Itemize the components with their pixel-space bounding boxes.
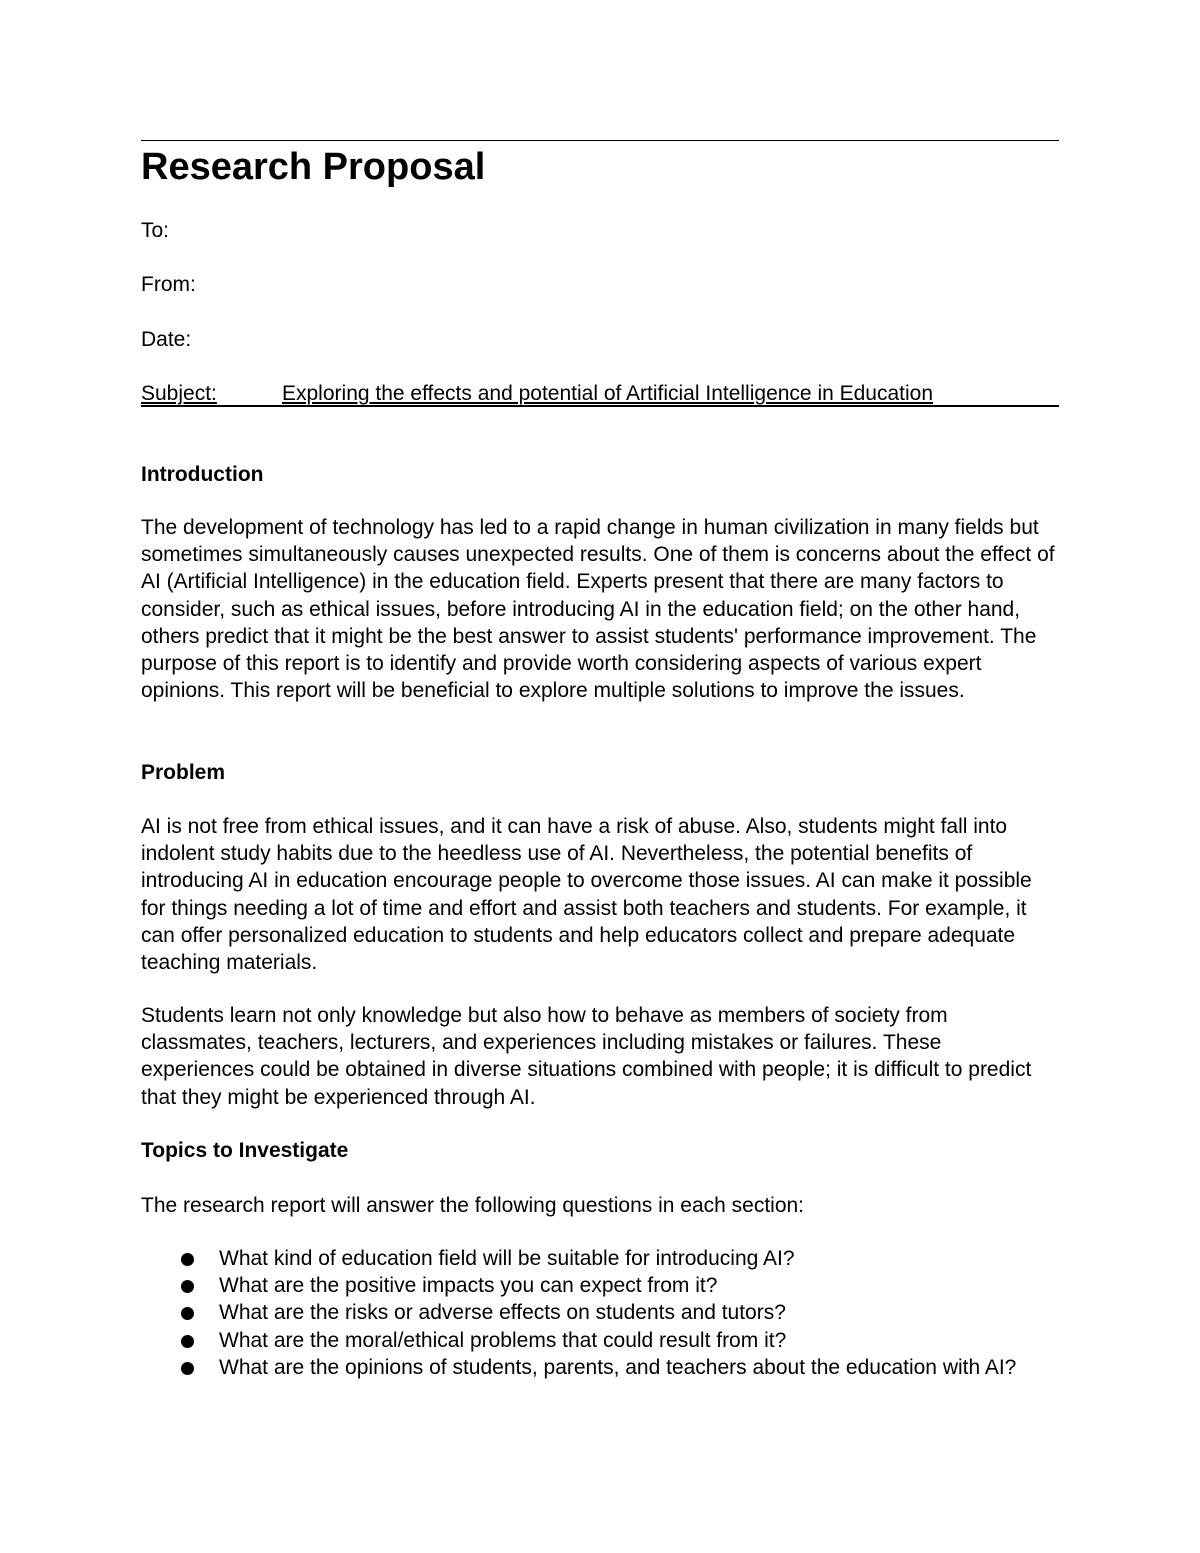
topics-intro: The research report will answer the following questions in each section: xyxy=(141,1194,805,1217)
memo-from-label: From: xyxy=(141,273,196,296)
memo-to xyxy=(141,217,169,244)
top-rule xyxy=(141,140,1059,141)
list-item xyxy=(141,1245,1039,1272)
memo-from xyxy=(141,271,196,298)
memo-subject-label: Subject: xyxy=(141,382,217,405)
introduction-paragraph: The development of technology has led to a rapid change in human civilization in many fields but sometimes simultaneously causes unexpected results. One of them is concerns about the effect of AI (Artificial Intelligence) in the education field. Experts present that there are many factors to consider, such as ethical issues, before introducing AI in the education field; on the other hand, others predict that it might be the best answer to assist students' performance improvement. The purpose of this report is to identify and provide worth considering aspects of various expert opinions. This report will be beneficial to explore multiple solutions to improve the issues. xyxy=(141,516,1055,703)
question-text: What are the risks or adverse effects on students and tutors? xyxy=(219,1301,786,1325)
introduction-heading: Introduction xyxy=(141,463,264,486)
question-text: What are the moral/ethical problems that could result from it? xyxy=(219,1328,787,1352)
list-item xyxy=(141,1354,1039,1381)
bullet-icon xyxy=(181,1362,194,1375)
bullet-icon xyxy=(181,1307,194,1320)
problem-paragraph-1: AI is not free from ethical issues, and it can have a risk of abuse. Also, students might fall into indolent study habits due to the heedless use of AI. Nevertheless, the potential benefits of introducing AI in education encourage people to overcome those issues. AI can make it possible for things needing a lot of time and effort and assist both teachers and students. For example, it can offer personalized education to students and help educators collect and prepare adequate teaching materials. xyxy=(141,815,1032,975)
subject-rule xyxy=(141,405,1059,407)
problem-heading: Problem xyxy=(141,761,226,784)
memo-date xyxy=(141,326,191,353)
document-title: Research Proposal xyxy=(141,146,486,188)
bullet-icon xyxy=(181,1335,194,1348)
memo-subject xyxy=(141,380,1059,407)
list-item xyxy=(141,1327,1039,1354)
topics-heading: Topics to Investigate xyxy=(141,1139,349,1162)
bullet-icon xyxy=(181,1253,194,1266)
questions-list xyxy=(141,1245,1059,1381)
memo-date-label: Date: xyxy=(141,328,192,351)
memo-to-label: To: xyxy=(141,219,170,242)
bullet-icon xyxy=(181,1280,194,1293)
question-text: What are the positive impacts you can expect from it? xyxy=(219,1274,718,1298)
list-item xyxy=(141,1299,1039,1326)
question-text: What kind of education field will be suitable for introducing AI? xyxy=(219,1247,795,1270)
list-item xyxy=(141,1272,1039,1299)
problem-paragraph-2: Students learn not only knowledge but also how to behave as members of society from classmates, teachers, lecturers, and experiences including mistakes or failures. These experiences could be obtained in diverse situations combined with people; it is difficult to predict that they might be experienced through AI. xyxy=(141,1004,1032,1109)
memo-subject-value: Exploring the effects and potential of Artificial Intelligence in Education xyxy=(282,382,934,405)
question-text: What are the opinions of students, parents, and teachers about the education with AI? xyxy=(219,1355,1017,1379)
